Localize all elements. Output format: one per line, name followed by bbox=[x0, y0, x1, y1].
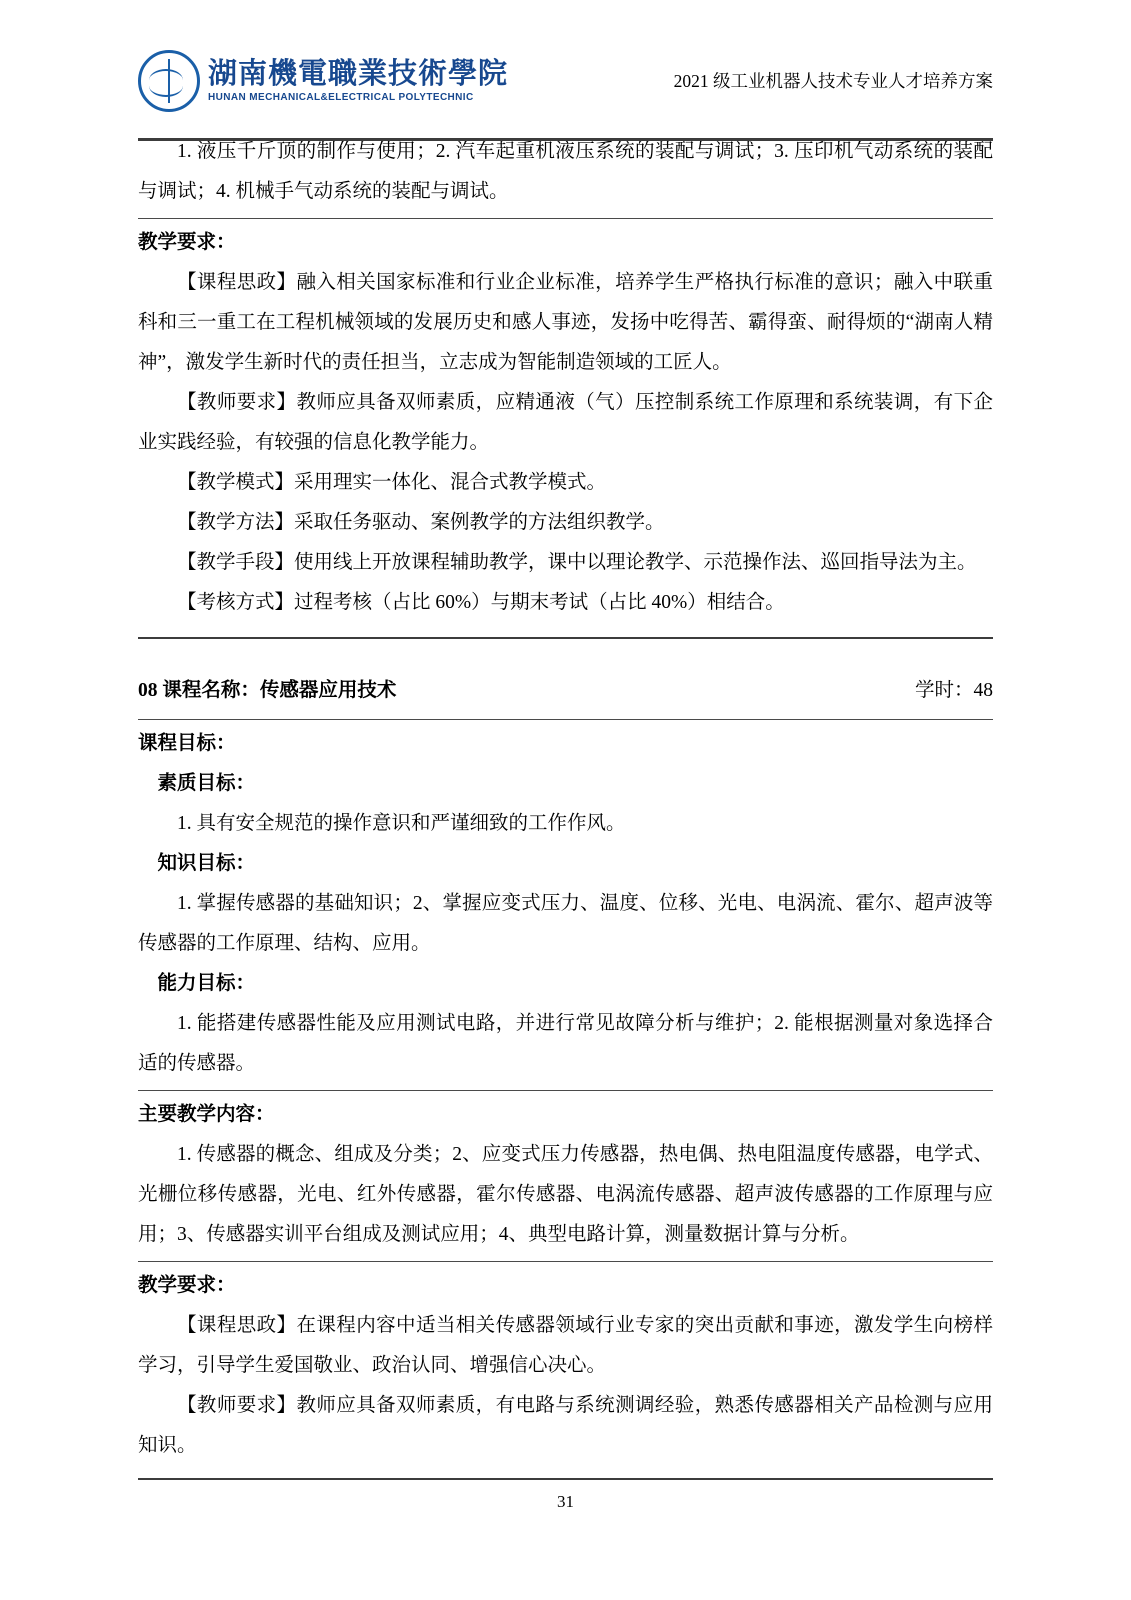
divider-4 bbox=[138, 1090, 993, 1091]
divider-2 bbox=[138, 637, 993, 639]
header-divider bbox=[138, 138, 993, 141]
teaching-req-item-ideology: 【课程思政】融入相关国家标准和行业企业标准，培养学生严格执行标准的意识；融入中联重科和三一重工在工程机械领域的发展历史和感人事迹，发扬中吃得苦、霸得蛮、耐得烦的“湖南人精神”，激发学生新时代的责任担当，立志成为智能制造领域的工匠人。 bbox=[138, 272, 993, 373]
divider-1 bbox=[138, 218, 993, 219]
teaching-req-item-teacher: 【教师要求】教师应具备双师素质，应精通液（气）压控制系统工作原理和系统装调，有下企业实践经验，有较强的信息化教学能力。 bbox=[138, 392, 993, 453]
main-content-text: 1. 传感器的概念、组成及分类；2、应变式压力传感器，热电偶、热电阻温度传感器，电学式、光栅位移传感器，光电、红外传感器，霍尔传感器、电涡流传感器、超声波传感器的工作原理与应用；3、传感器实训平台组成及测试应用；4、典型电路计算，测量数据计算与分析。 bbox=[138, 1144, 993, 1245]
page-footer bbox=[0, 1492, 1131, 1512]
page-number: 31 bbox=[557, 1492, 574, 1511]
divider-3 bbox=[138, 719, 993, 720]
teaching-req-item-assessment: 【考核方式】过程考核（占比 60%）与期末考试（占比 40%）相结合。 bbox=[177, 592, 785, 613]
main-content-heading: 主要教学内容： bbox=[138, 1104, 275, 1125]
document-title: 2021 级工业机器人技术专业人才培养方案 bbox=[673, 71, 993, 91]
course-title-block bbox=[138, 671, 396, 711]
course-header bbox=[138, 667, 993, 713]
quality-objective-text: 1. 具有安全规范的操作意识和严谨细致的工作作风。 bbox=[177, 813, 626, 834]
course-name: 传感器应用技术 bbox=[259, 680, 397, 701]
teaching-req-item-method: 【教学方法】采取任务驱动、案例教学的方法组织教学。 bbox=[177, 512, 665, 533]
page-content bbox=[138, 110, 993, 1480]
ability-objective-text: 1. 能搭建传感器性能及应用测试电路，并进行常见故障分析与维护；2. 能根据测量对象选择合适的传感器。 bbox=[138, 1013, 993, 1074]
teaching-requirements-heading: 教学要求： bbox=[138, 232, 236, 253]
course-teaching-req-teacher: 【教师要求】教师应具备双师素质，有电路与系统测调经验，熟悉传感器相关产品检测与应用知识。 bbox=[138, 1395, 993, 1456]
teaching-req-item-means: 【教学手段】使用线上开放课程辅助教学，课中以理论教学、示范操作法、巡回指导法为主。 bbox=[177, 552, 977, 573]
divider-6 bbox=[138, 1478, 993, 1480]
divider-5 bbox=[138, 1261, 993, 1262]
practice-list-paragraph: 1. 液压千斤顶的制作与使用；2. 汽车起重机液压系统的装配与调试；3. 压印机气动系统的装配与调试；4. 机械手气动系统的装配与调试。 bbox=[138, 141, 993, 202]
knowledge-objective-heading: 知识目标： bbox=[157, 853, 256, 874]
logo-name-en: HUNAN MECHANICAL&ELECTRICAL POLYTECHNIC bbox=[208, 91, 474, 103]
knowledge-objective-text: 1. 掌握传感器的基础知识；2、掌握应变式压力、温度、位移、光电、电涡流、霍尔、超声波等传感器的工作原理、结构、应用。 bbox=[138, 893, 993, 954]
logo-emblem-icon bbox=[138, 50, 200, 112]
teaching-req-item-mode: 【教学模式】采用理实一体化、混合式教学模式。 bbox=[177, 472, 607, 493]
course-teaching-req-ideology: 【课程思政】在课程内容中适当相关传感器领域行业专家的突出贡献和事迹，激发学生向榜样学习，引导学生爱国敬业、政治认同、增强信心决心。 bbox=[138, 1315, 993, 1376]
course-number-label: 08 课程名称： bbox=[138, 680, 260, 701]
course-objective-heading: 课程目标： bbox=[138, 733, 236, 754]
quality-objective-heading: 素质目标： bbox=[157, 773, 256, 794]
institution-logo bbox=[138, 50, 508, 112]
course-hours: 学时：48 bbox=[914, 680, 993, 701]
page-header bbox=[138, 0, 993, 110]
course-teaching-requirements-heading: 教学要求： bbox=[138, 1275, 236, 1296]
section-spacer bbox=[138, 643, 993, 667]
logo-text bbox=[208, 59, 508, 104]
ability-objective-heading: 能力目标： bbox=[157, 973, 256, 994]
logo-name-cn: 湖南機電職業技術學院 bbox=[208, 57, 509, 90]
